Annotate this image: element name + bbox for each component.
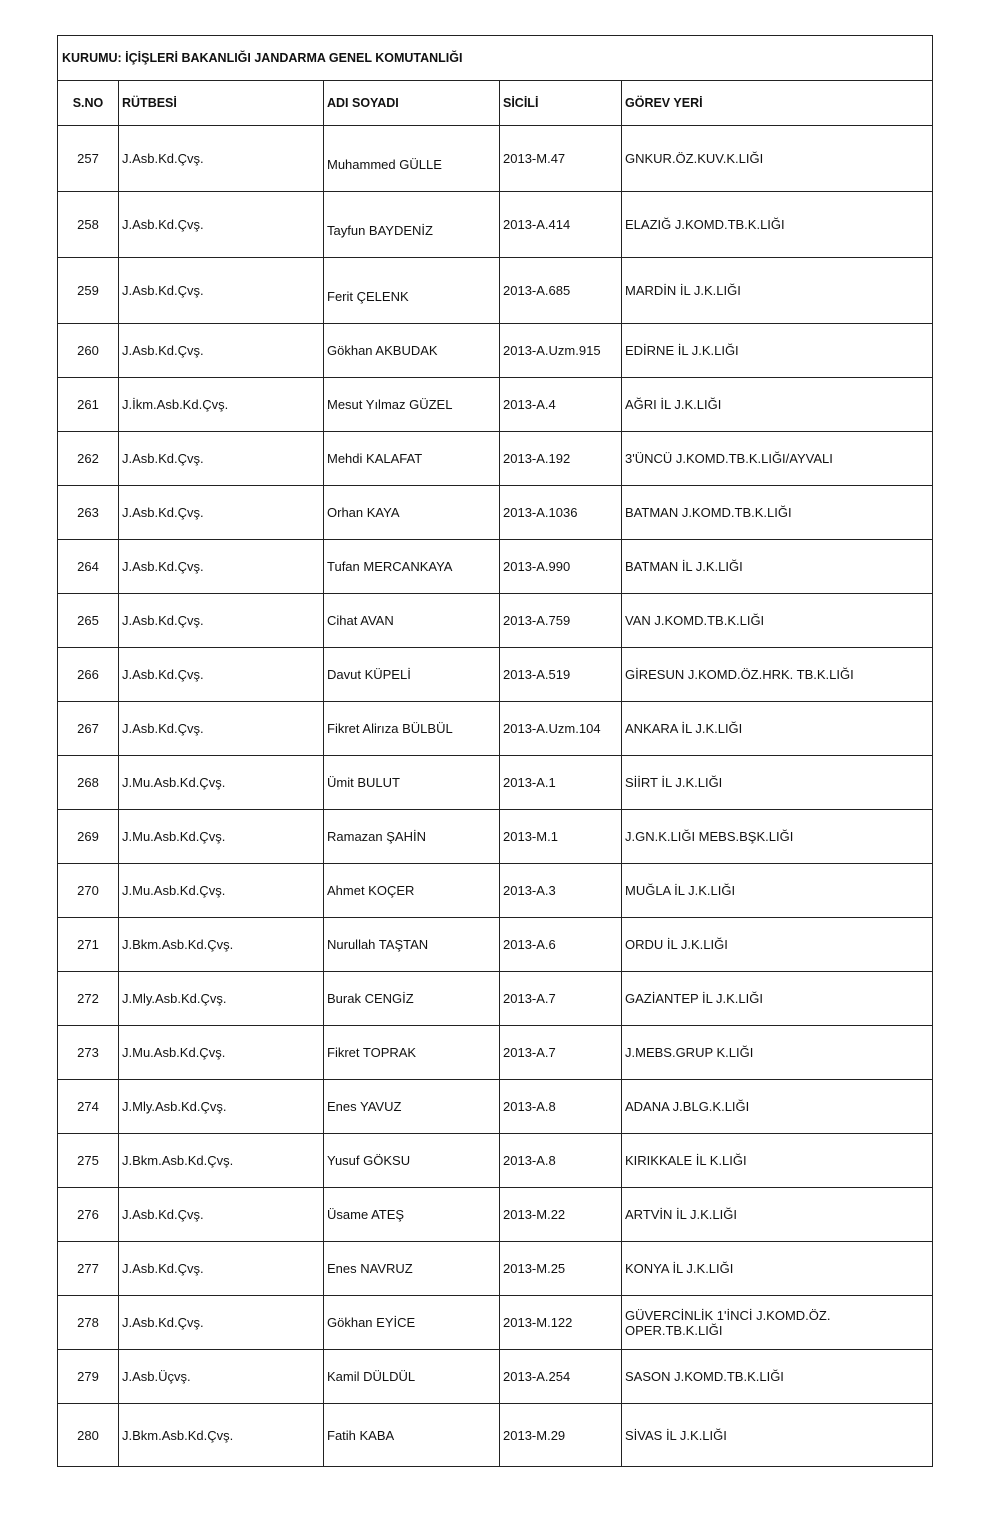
table-row	[58, 540, 933, 594]
cell-duty: ANKARA İL J.K.LIĞI	[622, 702, 933, 756]
table-row	[58, 432, 933, 486]
cell-no: 265	[58, 594, 119, 648]
table-row	[58, 1026, 933, 1080]
cell-duty: SİİRT İL J.K.LIĞI	[622, 756, 933, 810]
cell-name: Kamil DÜLDÜL	[324, 1350, 500, 1404]
cell-duty: KONYA İL J.K.LIĞI	[622, 1242, 933, 1296]
cell-registry: 2013-M.47	[500, 126, 622, 192]
table-row	[58, 1242, 933, 1296]
table-row	[58, 972, 933, 1026]
cell-no: 268	[58, 756, 119, 810]
cell-name: Ramazan ŞAHİN	[324, 810, 500, 864]
cell-rank: J.Bkm.Asb.Kd.Çvş.	[119, 918, 324, 972]
cell-rank: J.Mu.Asb.Kd.Çvş.	[119, 864, 324, 918]
cell-duty: ADANA J.BLG.K.LIĞI	[622, 1080, 933, 1134]
cell-registry: 2013-A.1	[500, 756, 622, 810]
cell-duty: MUĞLA İL J.K.LIĞI	[622, 864, 933, 918]
cell-name: Tufan MERCANKAYA	[324, 540, 500, 594]
cell-duty: AĞRI İL J.K.LIĞI	[622, 378, 933, 432]
table-row	[58, 756, 933, 810]
cell-no: 266	[58, 648, 119, 702]
cell-name: Enes YAVUZ	[324, 1080, 500, 1134]
cell-registry: 2013-A.192	[500, 432, 622, 486]
cell-name: Tayfun BAYDENİZ	[324, 192, 500, 258]
cell-rank: J.Asb.Kd.Çvş.	[119, 258, 324, 324]
cell-rank: J.Mly.Asb.Kd.Çvş.	[119, 972, 324, 1026]
cell-no: 278	[58, 1296, 119, 1350]
cell-registry: 2013-M.1	[500, 810, 622, 864]
cell-duty: J.MEBS.GRUP K.LIĞI	[622, 1026, 933, 1080]
cell-no: 267	[58, 702, 119, 756]
cell-name: Fatih KABA	[324, 1404, 500, 1467]
table-row	[58, 1080, 933, 1134]
cell-duty: ORDU İL J.K.LIĞI	[622, 918, 933, 972]
header-no: S.NO	[58, 81, 119, 126]
cell-no: 260	[58, 324, 119, 378]
cell-registry: 2013-A.7	[500, 972, 622, 1026]
header-row	[58, 81, 933, 126]
cell-name: Ümit BULUT	[324, 756, 500, 810]
cell-registry: 2013-M.25	[500, 1242, 622, 1296]
cell-rank: J.Asb.Kd.Çvş.	[119, 594, 324, 648]
cell-rank: J.Asb.Kd.Çvş.	[119, 324, 324, 378]
cell-no: 262	[58, 432, 119, 486]
cell-registry: 2013-A.414	[500, 192, 622, 258]
cell-duty: EDİRNE İL J.K.LIĞI	[622, 324, 933, 378]
cell-duty: 3'ÜNCÜ J.KOMD.TB.K.LIĞI/AYVALI	[622, 432, 933, 486]
table-row	[58, 486, 933, 540]
cell-rank: J.Asb.Kd.Çvş.	[119, 432, 324, 486]
cell-registry: 2013-A.519	[500, 648, 622, 702]
cell-duty: SİVAS İL J.K.LIĞI	[622, 1404, 933, 1467]
cell-name: Mesut Yılmaz GÜZEL	[324, 378, 500, 432]
cell-no: 258	[58, 192, 119, 258]
table-row	[58, 126, 933, 192]
cell-rank: J.Asb.Kd.Çvş.	[119, 126, 324, 192]
cell-registry: 2013-A.990	[500, 540, 622, 594]
cell-no: 259	[58, 258, 119, 324]
table-row	[58, 864, 933, 918]
cell-no: 276	[58, 1188, 119, 1242]
table-row	[58, 258, 933, 324]
header-rank: RÜTBESİ	[119, 81, 324, 126]
personnel-list-sheet	[57, 35, 932, 1467]
cell-name: Davut KÜPELİ	[324, 648, 500, 702]
cell-rank: J.Asb.Kd.Çvş.	[119, 486, 324, 540]
cell-name: Enes NAVRUZ	[324, 1242, 500, 1296]
cell-rank: J.Bkm.Asb.Kd.Çvş.	[119, 1404, 324, 1467]
table-row	[58, 1350, 933, 1404]
cell-registry: 2013-M.22	[500, 1188, 622, 1242]
cell-registry: 2013-A.685	[500, 258, 622, 324]
cell-duty: BATMAN J.KOMD.TB.K.LIĞI	[622, 486, 933, 540]
cell-name: Gökhan EYİCE	[324, 1296, 500, 1350]
cell-name: Fikret TOPRAK	[324, 1026, 500, 1080]
cell-name: Burak CENGİZ	[324, 972, 500, 1026]
table-row	[58, 702, 933, 756]
cell-name: Cihat AVAN	[324, 594, 500, 648]
cell-rank: J.Asb.Kd.Çvş.	[119, 540, 324, 594]
cell-no: 270	[58, 864, 119, 918]
cell-registry: 2013-M.122	[500, 1296, 622, 1350]
cell-name: Üsame ATEŞ	[324, 1188, 500, 1242]
cell-registry: 2013-A.759	[500, 594, 622, 648]
cell-rank: J.Asb.Kd.Çvş.	[119, 1296, 324, 1350]
cell-no: 271	[58, 918, 119, 972]
cell-no: 280	[58, 1404, 119, 1467]
table-row	[58, 594, 933, 648]
table-row	[58, 192, 933, 258]
cell-duty: VAN J.KOMD.TB.K.LIĞI	[622, 594, 933, 648]
cell-rank: J.Mu.Asb.Kd.Çvş.	[119, 810, 324, 864]
cell-name: Ahmet KOÇER	[324, 864, 500, 918]
cell-registry: 2013-M.29	[500, 1404, 622, 1467]
cell-name: Mehdi KALAFAT	[324, 432, 500, 486]
table-row	[58, 324, 933, 378]
cell-no: 279	[58, 1350, 119, 1404]
cell-registry: 2013-A.7	[500, 1026, 622, 1080]
cell-no: 275	[58, 1134, 119, 1188]
cell-no: 257	[58, 126, 119, 192]
cell-rank: J.Asb.Kd.Çvş.	[119, 192, 324, 258]
cell-duty: ELAZIĞ J.KOMD.TB.K.LIĞI	[622, 192, 933, 258]
header-registry: SİCİLİ	[500, 81, 622, 126]
cell-name: Orhan KAYA	[324, 486, 500, 540]
cell-rank: J.Mly.Asb.Kd.Çvş.	[119, 1080, 324, 1134]
cell-no: 261	[58, 378, 119, 432]
cell-name: Gökhan AKBUDAK	[324, 324, 500, 378]
cell-no: 274	[58, 1080, 119, 1134]
cell-rank: J.Bkm.Asb.Kd.Çvş.	[119, 1134, 324, 1188]
cell-registry: 2013-A.1036	[500, 486, 622, 540]
cell-name: Fikret Alirıza BÜLBÜL	[324, 702, 500, 756]
cell-duty: MARDİN İL J.K.LIĞI	[622, 258, 933, 324]
org-label: KURUMU: İÇİŞLERİ BAKANLIĞI JANDARMA GENEL KOMUTANLIĞI	[58, 36, 933, 81]
cell-rank: J.Mu.Asb.Kd.Çvş.	[119, 756, 324, 810]
cell-duty: ARTVİN İL J.K.LIĞI	[622, 1188, 933, 1242]
cell-no: 272	[58, 972, 119, 1026]
cell-no: 277	[58, 1242, 119, 1296]
cell-name: Ferit ÇELENK	[324, 258, 500, 324]
cell-duty: GAZİANTEP İL J.K.LIĞI	[622, 972, 933, 1026]
cell-registry: 2013-A.6	[500, 918, 622, 972]
cell-name: Muhammed GÜLLE	[324, 126, 500, 192]
org-row	[58, 36, 933, 81]
cell-registry: 2013-A.8	[500, 1134, 622, 1188]
cell-rank: J.Asb.Kd.Çvş.	[119, 648, 324, 702]
cell-duty: GİRESUN J.KOMD.ÖZ.HRK. TB.K.LIĞI	[622, 648, 933, 702]
cell-duty: SASON J.KOMD.TB.K.LIĞI	[622, 1350, 933, 1404]
cell-no: 269	[58, 810, 119, 864]
table-row	[58, 1404, 933, 1467]
cell-no: 273	[58, 1026, 119, 1080]
cell-rank: J.İkm.Asb.Kd.Çvş.	[119, 378, 324, 432]
cell-rank: J.Asb.Kd.Çvş.	[119, 702, 324, 756]
cell-duty: GNKUR.ÖZ.KUV.K.LIĞI	[622, 126, 933, 192]
cell-rank: J.Asb.Kd.Çvş.	[119, 1188, 324, 1242]
table-row	[58, 1134, 933, 1188]
cell-no: 264	[58, 540, 119, 594]
cell-registry: 2013-A.Uzm.915	[500, 324, 622, 378]
header-duty: GÖREV YERİ	[622, 81, 933, 126]
personnel-table	[57, 35, 933, 1467]
table-row	[58, 1296, 933, 1350]
cell-name: Yusuf GÖKSU	[324, 1134, 500, 1188]
table-row	[58, 648, 933, 702]
table-row	[58, 378, 933, 432]
header-name: ADI SOYADI	[324, 81, 500, 126]
cell-registry: 2013-A.3	[500, 864, 622, 918]
cell-name: Nurullah TAŞTAN	[324, 918, 500, 972]
cell-duty: GÜVERCİNLİK 1'İNCİ J.KOMD.ÖZ. OPER.TB.K.LIĞI	[622, 1296, 933, 1350]
cell-duty: BATMAN İL J.K.LIĞI	[622, 540, 933, 594]
cell-duty: KIRIKKALE İL K.LIĞI	[622, 1134, 933, 1188]
table-row	[58, 918, 933, 972]
cell-no: 263	[58, 486, 119, 540]
table-row	[58, 1188, 933, 1242]
cell-rank: J.Asb.Üçvş.	[119, 1350, 324, 1404]
cell-registry: 2013-A.Uzm.104	[500, 702, 622, 756]
cell-duty: J.GN.K.LIĞI MEBS.BŞK.LIĞI	[622, 810, 933, 864]
cell-rank: J.Asb.Kd.Çvş.	[119, 1242, 324, 1296]
cell-registry: 2013-A.8	[500, 1080, 622, 1134]
table-row	[58, 810, 933, 864]
cell-rank: J.Mu.Asb.Kd.Çvş.	[119, 1026, 324, 1080]
cell-registry: 2013-A.254	[500, 1350, 622, 1404]
cell-registry: 2013-A.4	[500, 378, 622, 432]
